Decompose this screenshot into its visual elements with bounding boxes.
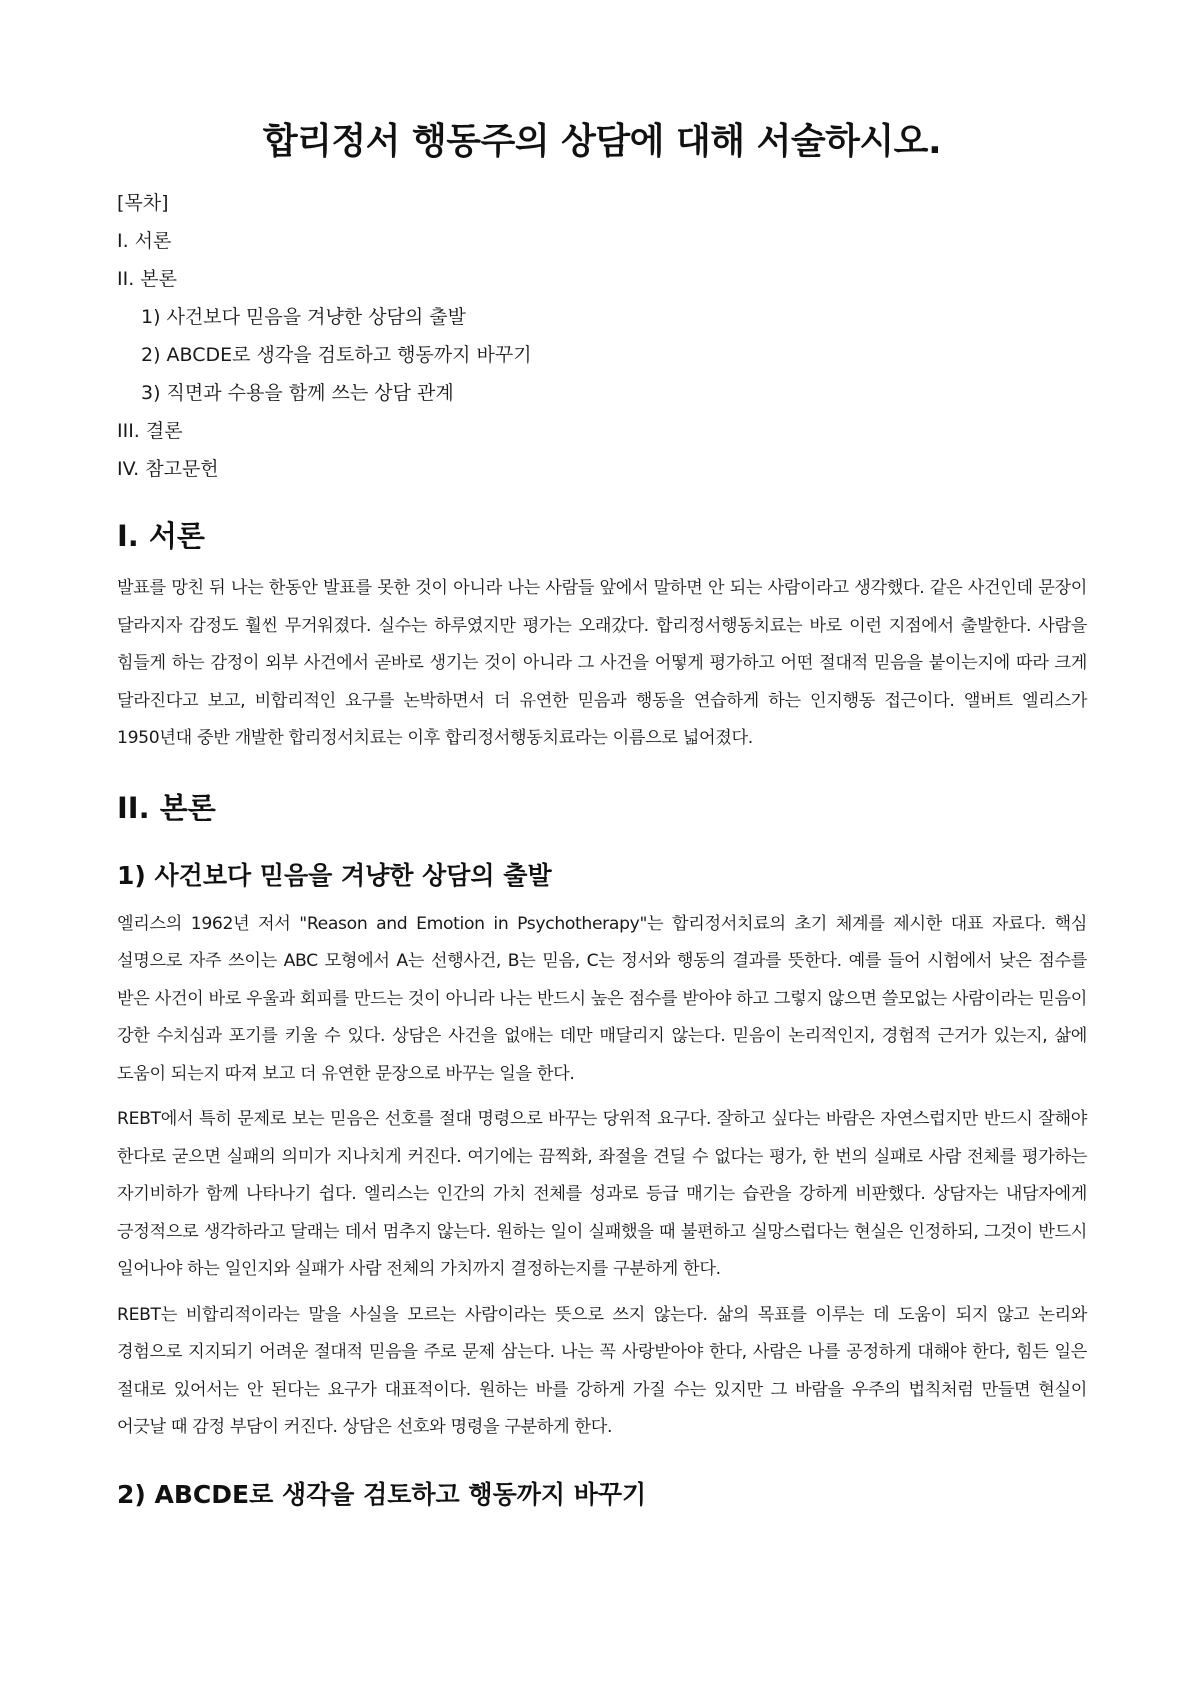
toc-item-references: IV. 참고문헌 bbox=[117, 458, 219, 480]
introduction-paragraph: 발표를 망친 뒤 나는 한동안 발표를 못한 것이 아니라 나는 사람들 앞에서 말하면 안 되는 사람이라고 생각했다. 같은 사건인데 문장이 달라지자 감정도 훨씬 무거워졌다. 실수는 하루였지만 평가는 오래갔다. 합리정서행동치료는 바로 이런 지점에서 출발한다. 사람을 힘들게 하는 감정이 외부 사건에서 곧바로 생기는 것이 아니라 그 사건을 어떻게 평가하고 어떤 절대적 믿음을 붙이는지에 따라 크게 달라진다고 보고, 비합리적인 요구를 논박하면서 더 유연한 믿음과 행동을 연습하게 하는 인지행동 접근이다. 앨버트 엘리스가 1950년대 중반 개발한 합리정서치료는 이후 합리정서행동치료라는 이름으로 넓어졌다. bbox=[117, 578, 1087, 748]
section-1-paragraph-3: REBT는 비합리적이라는 말을 사실을 모르는 사람이라는 뜻으로 쓰지 않는다. 삶의 목표를 이루는 데 도움이 되지 않고 논리와 경험으로 지지되기 어려운 절대적 믿음을 주로 문제 삼는다. 나는 꼭 사랑받아야 한다, 사람은 나를 공정하게 대해야 한다, 힘든 일은 절대로 있어서는 안 된다는 요구가 대표적이다. 원하는 바를 강하게 가질 수는 있지만 그 바람을 우주의 법칙처럼 만들면 현실이 어긋날 때 감정 부담이 커진다. 상담은 선호와 명령을 구분하게 한다. bbox=[117, 1304, 1087, 1437]
toc-item-introduction: I. 서론 bbox=[117, 230, 172, 252]
toc-item-body-section-3: 3) 직면과 수용을 함께 쓰는 상담 관계 bbox=[141, 382, 454, 404]
section-1-paragraph-1: 엘리스의 1962년 저서 "Reason and Emotion in Psychotherapy"는 합리정서치료의 초기 체계를 제시한 대표 자료다. 핵심 설명으로 자주 쓰이는 ABC 모형에서 A는 선행사건, B는 믿음, C는 정서와 행동의 결과를 뜻한다. 예를 들어 시험에서 낮은 점수를 받은 사건이 바로 우울과 회피를 만드는 것이 아니라 나는 반드시 높은 점수를 받아야 하고 그렇지 않으면 쓸모없는 사람이라는 믿음이 강한 수치심과 포기를 키울 수 있다. 상담은 사건을 없애는 데만 매달리지 않는다. 믿음이 논리적인지, 경험적 근거가 있는지, 삶에 도움이 되는지 따져 보고 더 유연한 문장으로 바꾸는 일을 한다. bbox=[117, 913, 1087, 1084]
introduction-heading: I. 서론 bbox=[117, 519, 205, 553]
section-2-heading: 2) ABCDE로 생각을 검토하고 행동까지 바꾸기 bbox=[117, 1479, 647, 1509]
toc-item-body-section-1: 1) 사건보다 믿음을 겨냥한 상담의 출발 bbox=[141, 306, 467, 328]
table-of-contents bbox=[117, 184, 1087, 488]
toc-heading: [목차] bbox=[117, 192, 169, 214]
toc-item-body: II. 본론 bbox=[117, 268, 177, 290]
toc-item-conclusion: III. 결론 bbox=[117, 420, 183, 442]
document-title: 합리정서 행동주의 상담에 대해 서술하시오. bbox=[262, 121, 942, 162]
body-heading: II. 본론 bbox=[117, 790, 216, 825]
section-1-heading: 1) 사건보다 믿음을 겨냥한 상담의 출발 bbox=[117, 860, 552, 890]
toc-item-body-section-2: 2) ABCDE로 생각을 검토하고 행동까지 바꾸기 bbox=[141, 344, 532, 366]
section-1-paragraph-2: REBT에서 특히 문제로 보는 믿음은 선호를 절대 명령으로 바꾸는 당위적 요구다. 잘하고 싶다는 바람은 자연스럽지만 반드시 잘해야 한다로 굳으면 실패의 의미가 지나치게 커진다. 여기에는 끔찍화, 좌절을 견딜 수 없다는 평가, 한 번의 실패로 사람 전체를 평가하는 자기비하가 함께 나타나기 쉽다. 엘리스는 인간의 가치 전체를 성과로 등급 매기는 습관을 강하게 비판했다. 상담자는 내담자에게 긍정적으로 생각하라고 달래는 데서 멈추지 않는다. 원하는 일이 실패했을 때 불편하고 실망스럽다는 현실은 인정하되, 그것이 반드시 일어나야 하는 일인지와 실패가 사람 전체의 가치까지 결정하는지를 구분하게 한다. bbox=[117, 1109, 1087, 1279]
